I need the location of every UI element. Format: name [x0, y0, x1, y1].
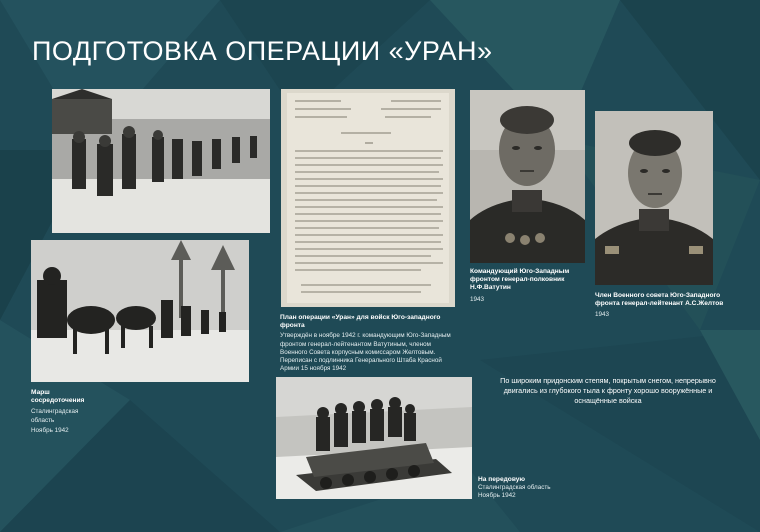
march-caption-date: Ноябрь 1942: [31, 426, 69, 434]
page-title: ПОДГОТОВКА ОПЕРАЦИИ «УРАН»: [32, 36, 493, 66]
frontline-caption-date: Ноябрь 1942: [478, 492, 516, 500]
zheltov-caption: [595, 292, 735, 320]
plan-caption-title: План операции «Уран» для войск Юго-западного фронта: [280, 314, 441, 330]
march-caption: [31, 389, 91, 435]
vatutin-caption-year: 1943: [470, 295, 485, 303]
horse-sleds-march-photo: [31, 240, 249, 382]
frontline-caption-title: На передовую: [478, 476, 526, 483]
zheltov-portrait-photo: [595, 111, 713, 285]
plan-caption-body: Утверждён в ноябре 1942 г. командующим Юго-Западным фронтом генерал-лейтенантом Ватутиным, членом Военного Совета корпусным комиссаром Желтовым. Переписан с подлинника Генерального Штаба Красной Армии 15 ноября 1942: [280, 332, 451, 373]
plan-document-photo: [281, 89, 455, 307]
quote-text: По широким придонским степям, покрытым снегом, непрерывно двигались из глубокого тыла к фронту хорошо вооружённые и оснащённые войска: [500, 376, 716, 405]
tank-with-soldiers-photo: [276, 377, 472, 499]
vatutin-caption: [470, 268, 582, 304]
vatutin-caption-title: Командующий Юго-Западным фронтом генерал-полковник Н.Ф.Ватутин: [470, 268, 570, 292]
march-caption-place: Сталинградская область: [31, 408, 79, 424]
zheltov-caption-title: Член Военного совета Юго-Западного фронта генерал-лейтенант А.С.Желтов: [595, 292, 724, 308]
vatutin-portrait-photo: [470, 90, 585, 263]
frontline-caption-place: Сталинградская область: [478, 484, 551, 492]
zheltov-caption-year: 1943: [595, 311, 610, 319]
plan-caption: [280, 314, 460, 373]
frontline-caption: [478, 476, 588, 501]
march-caption-title: Марш сосредоточения: [31, 389, 85, 405]
marching-column-photo: [52, 89, 270, 233]
